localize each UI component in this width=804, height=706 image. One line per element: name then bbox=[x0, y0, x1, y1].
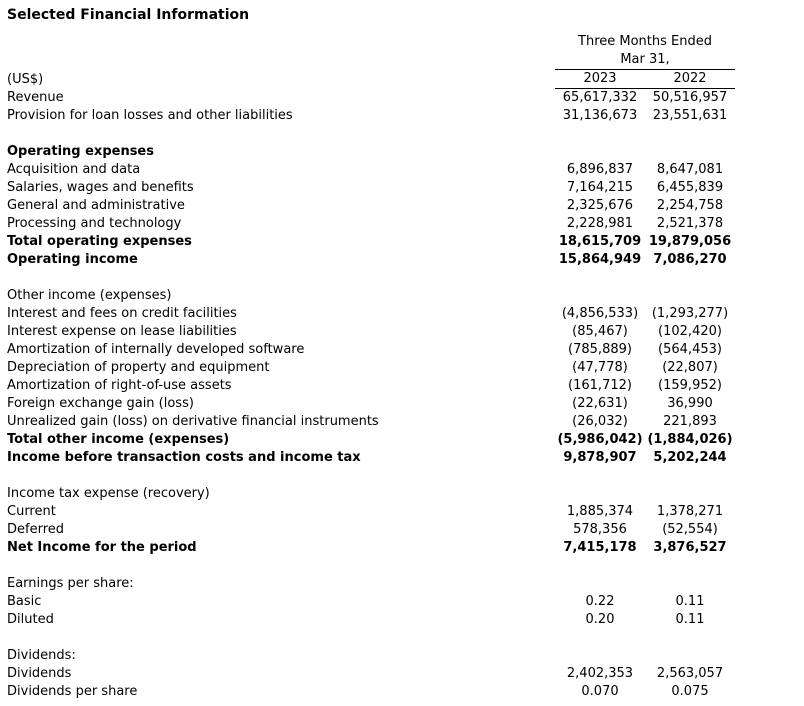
value-2022: 2,563,057 bbox=[656, 666, 724, 681]
value-2022: 0.11 bbox=[675, 612, 705, 627]
value-2023: 18,615,709 bbox=[558, 234, 642, 249]
column-header-2022: 2022 bbox=[645, 70, 735, 89]
value-2022 bbox=[645, 647, 735, 665]
section-row bbox=[7, 143, 735, 161]
table-row bbox=[7, 359, 735, 377]
spacer-row bbox=[7, 629, 735, 647]
table-row bbox=[7, 611, 735, 629]
row-label: Operating income bbox=[7, 252, 138, 267]
spacer-cell bbox=[7, 557, 735, 575]
table-row bbox=[7, 161, 735, 179]
table-body bbox=[7, 89, 735, 702]
value-2022: 6,455,839 bbox=[656, 180, 724, 195]
period-header bbox=[555, 33, 735, 70]
table-row bbox=[7, 323, 735, 341]
value-2023: 6,896,837 bbox=[566, 162, 634, 177]
row-label: Amortization of internally developed software bbox=[7, 342, 305, 357]
row-label: Depreciation of property and equipment bbox=[7, 360, 270, 375]
value-2023: (26,032) bbox=[572, 414, 628, 429]
value-2023: 15,864,949 bbox=[558, 252, 642, 267]
table-row bbox=[7, 377, 735, 395]
value-2023: 2,402,353 bbox=[566, 666, 634, 681]
table-row bbox=[7, 233, 735, 251]
value-2023: 2,228,981 bbox=[566, 216, 634, 231]
row-label: Basic bbox=[7, 594, 42, 609]
row-label: Total operating expenses bbox=[7, 234, 192, 249]
value-2022: (1,884,026) bbox=[647, 432, 733, 447]
row-label: Provision for loan losses and other liabilities bbox=[7, 108, 293, 123]
value-2022: (1,293,277) bbox=[651, 306, 729, 321]
row-label: Processing and technology bbox=[7, 216, 182, 231]
row-label: Diluted bbox=[7, 612, 54, 627]
value-2023: 1,885,374 bbox=[566, 504, 634, 519]
row-label: Foreign exchange gain (loss) bbox=[7, 396, 194, 411]
section-row bbox=[7, 647, 735, 665]
value-2023: (785,889) bbox=[568, 342, 632, 357]
table-row bbox=[7, 107, 735, 125]
value-2023: 7,415,178 bbox=[563, 540, 637, 555]
value-2023: 578,356 bbox=[573, 522, 627, 537]
row-label: Unrealized gain (loss) on derivative financial instruments bbox=[7, 414, 379, 429]
spacer-row bbox=[7, 125, 735, 143]
value-2023 bbox=[555, 647, 645, 665]
section-label: Operating expenses bbox=[7, 144, 154, 159]
value-2023: (22,631) bbox=[572, 396, 628, 411]
value-2022 bbox=[645, 143, 735, 161]
spacer-row bbox=[7, 269, 735, 287]
value-2023: (85,467) bbox=[572, 324, 628, 339]
row-label: Amortization of right-of-use assets bbox=[7, 378, 232, 393]
value-2022 bbox=[645, 287, 735, 305]
value-2023 bbox=[555, 485, 645, 503]
period-header-line2: Mar 31, bbox=[620, 52, 670, 67]
spacer-cell bbox=[7, 629, 735, 647]
row-label: Total other income (expenses) bbox=[7, 432, 230, 447]
value-2022: 36,990 bbox=[667, 396, 713, 411]
table-row bbox=[7, 683, 735, 701]
value-2022: 221,893 bbox=[663, 414, 717, 429]
row-label: Revenue bbox=[7, 90, 64, 105]
value-2023: (4,856,533) bbox=[561, 306, 639, 321]
value-2022: (52,554) bbox=[662, 522, 718, 537]
value-2023: 0.20 bbox=[585, 612, 615, 627]
section-row bbox=[7, 287, 735, 305]
table-row bbox=[7, 197, 735, 215]
table-row bbox=[7, 89, 735, 108]
section-label: Earnings per share: bbox=[7, 576, 134, 591]
section-label: Income tax expense (recovery) bbox=[7, 486, 210, 501]
table-row bbox=[7, 305, 735, 323]
table-row bbox=[7, 449, 735, 467]
value-2022 bbox=[645, 485, 735, 503]
financial-table bbox=[7, 33, 735, 701]
value-2023: 0.22 bbox=[585, 594, 615, 609]
row-label: General and administrative bbox=[7, 198, 185, 213]
value-2022: 50,516,957 bbox=[652, 90, 728, 105]
value-2022: 23,551,631 bbox=[652, 108, 728, 123]
value-2022: 1,378,271 bbox=[656, 504, 724, 519]
section-row bbox=[7, 485, 735, 503]
table-row bbox=[7, 251, 735, 269]
value-2022: (22,807) bbox=[662, 360, 718, 375]
table-row bbox=[7, 593, 735, 611]
period-header-line1: Three Months Ended bbox=[578, 34, 712, 49]
period-header-row bbox=[7, 33, 735, 70]
value-2022: 5,202,244 bbox=[653, 450, 727, 465]
row-label: Interest expense on lease liabilities bbox=[7, 324, 237, 339]
row-label: Salaries, wages and benefits bbox=[7, 180, 194, 195]
spacer-row bbox=[7, 557, 735, 575]
value-2023: 2,325,676 bbox=[566, 198, 634, 213]
spacer-cell bbox=[7, 125, 735, 143]
table-row bbox=[7, 539, 735, 557]
value-2023: (5,986,042) bbox=[557, 432, 643, 447]
spacer-cell bbox=[7, 467, 735, 485]
period-header-spacer bbox=[7, 33, 555, 70]
value-2023: 9,878,907 bbox=[563, 450, 637, 465]
value-2022: 2,254,758 bbox=[656, 198, 724, 213]
section-label: Other income (expenses) bbox=[7, 288, 172, 303]
value-2022: 8,647,081 bbox=[656, 162, 724, 177]
unit-label: (US$) bbox=[7, 71, 44, 87]
spacer-row bbox=[7, 467, 735, 485]
value-2023: 7,164,215 bbox=[566, 180, 634, 195]
row-label: Current bbox=[7, 504, 56, 519]
value-2023: 65,617,332 bbox=[562, 90, 638, 105]
table-row bbox=[7, 521, 735, 539]
value-2022: (102,420) bbox=[658, 324, 722, 339]
value-2023 bbox=[555, 287, 645, 305]
column-header-2023: 2023 bbox=[555, 70, 645, 89]
table-row bbox=[7, 179, 735, 197]
row-label: Deferred bbox=[7, 522, 65, 537]
table-row bbox=[7, 665, 735, 683]
value-2022: 3,876,527 bbox=[653, 540, 727, 555]
row-label: Interest and fees on credit facilities bbox=[7, 306, 237, 321]
row-label: Dividends per share bbox=[7, 684, 138, 699]
row-label: Net Income for the period bbox=[7, 540, 197, 555]
row-label: Acquisition and data bbox=[7, 162, 141, 177]
section-label: Dividends: bbox=[7, 648, 76, 663]
value-2023: 0.070 bbox=[581, 684, 619, 699]
value-2022: 7,086,270 bbox=[653, 252, 727, 267]
value-2022: 0.075 bbox=[671, 684, 709, 699]
table-row bbox=[7, 503, 735, 521]
value-2023: (47,778) bbox=[572, 360, 628, 375]
table-row bbox=[7, 431, 735, 449]
table-row bbox=[7, 395, 735, 413]
value-2022: (159,952) bbox=[658, 378, 722, 393]
value-2023: (161,712) bbox=[568, 378, 632, 393]
value-2023 bbox=[555, 575, 645, 593]
table-row bbox=[7, 215, 735, 233]
column-header-row bbox=[7, 70, 735, 89]
value-2022: 19,879,056 bbox=[648, 234, 732, 249]
value-2022: 0.11 bbox=[675, 594, 705, 609]
value-2023: 31,136,673 bbox=[562, 108, 638, 123]
spacer-cell bbox=[7, 269, 735, 287]
table-row bbox=[7, 341, 735, 359]
value-2022 bbox=[645, 575, 735, 593]
row-label: Income before transaction costs and income tax bbox=[7, 450, 361, 465]
section-row bbox=[7, 575, 735, 593]
value-2022: 2,521,378 bbox=[656, 216, 724, 231]
value-2022: (564,453) bbox=[658, 342, 722, 357]
table-row bbox=[7, 413, 735, 431]
row-label: Dividends bbox=[7, 666, 72, 681]
value-2023 bbox=[555, 143, 645, 161]
page-title: Selected Financial Information bbox=[7, 7, 250, 23]
